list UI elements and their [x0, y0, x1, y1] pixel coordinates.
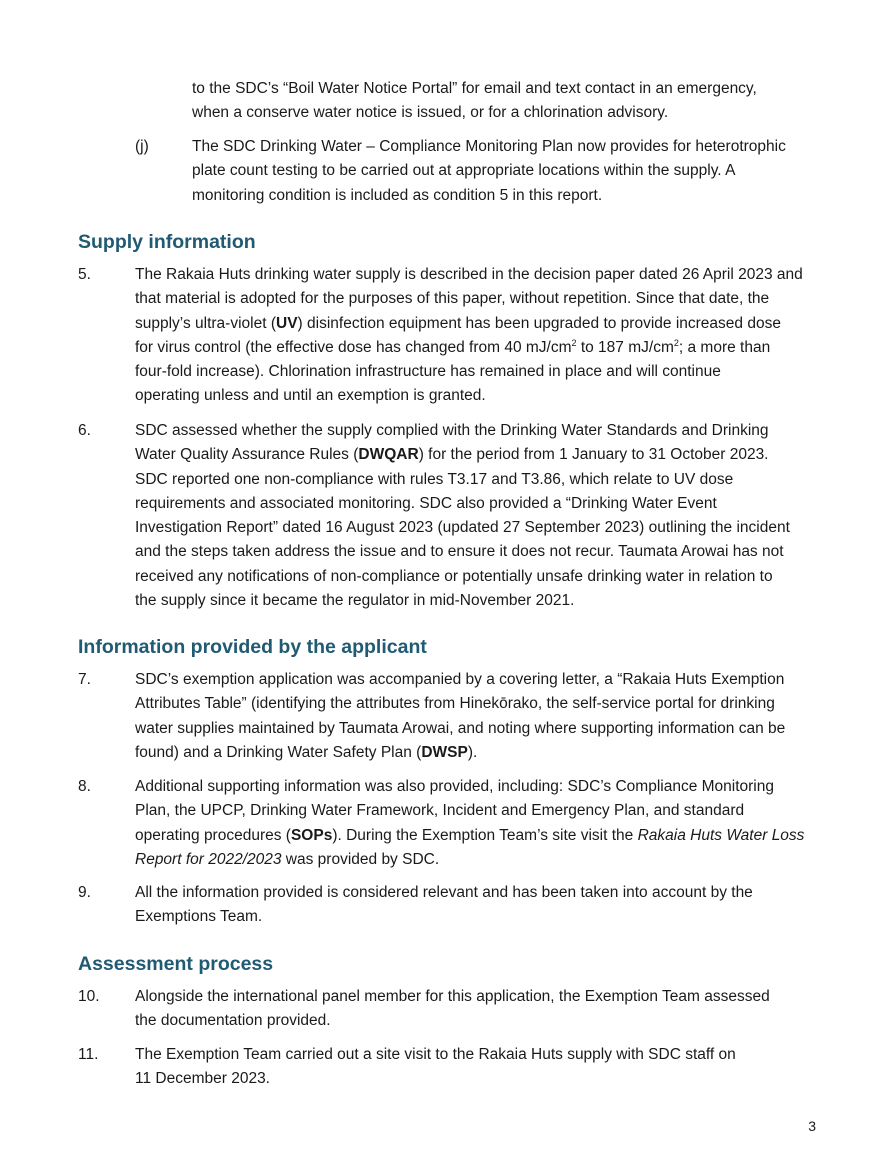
paragraph-number: 7. — [78, 671, 91, 688]
text-line: to the SDC’s “Boil Water Notice Portal” for email and text contact in an emergency, — [192, 80, 757, 97]
section-heading-supply-information: Supply information — [78, 231, 256, 253]
text-line: SDC assessed whether the supply complied with the Drinking Water Standards and Drinking — [135, 422, 769, 439]
text-line: supply’s ultra-violet (UV) disinfection equipment has been upgraded to provide increased dose — [135, 314, 781, 332]
paragraph-6 — [0, 419, 892, 613]
paragraph-number: 6. — [78, 422, 91, 439]
section-heading-assessment-process: Assessment process — [78, 953, 274, 975]
paragraph-5 — [0, 263, 892, 409]
text-line: monitoring condition is included as condition 5 in this report. — [192, 186, 603, 204]
text-line: The Exemption Team carried out a site visit to the Rakaia Huts supply with SDC staff on — [135, 1046, 736, 1063]
paragraph-number: 9. — [78, 884, 91, 901]
list-item-j — [0, 135, 892, 208]
paragraph-number: 8. — [78, 778, 91, 795]
text-line: Water Quality Assurance Rules (DWQAR) for the period from 1 January to 31 October 2023. — [135, 446, 769, 464]
text-line: Additional supporting information was also provided, including: SDC’s Compliance Monitoring — [135, 778, 774, 795]
text-line: SDC reported one non-compliance with rules T3.17 and T3.86, which relate to UV dose — [135, 470, 734, 488]
text-line: Report for 2022/2023 was provided by SDC. — [135, 850, 440, 868]
paragraph-number: 10. — [78, 988, 100, 1005]
text-line: operating procedures (SOPs). During the Exemption Team’s site visit the Rakaia Huts Water Loss — [135, 826, 805, 844]
text-line: received any notifications of non-compliance or potentially unsafe drinking water in relation to — [135, 567, 773, 585]
text-line: The SDC Drinking Water – Compliance Monitoring Plan now provides for heterotrophic — [192, 138, 786, 155]
text-line: and the steps taken address the issue and to ensure it does not recur. Taumata Arowai has not — [135, 543, 784, 561]
paragraph-8 — [0, 775, 892, 872]
section-heading-information-provided: Information provided by the applicant — [78, 636, 427, 658]
text-line: Investigation Report” dated 16 August 2023 (updated 27 September 2023) outlining the incident — [135, 519, 790, 537]
text-line: The Rakaia Huts drinking water supply is described in the decision paper dated 26 April 2023 and — [135, 266, 803, 283]
list-item-label: (j) — [135, 138, 149, 155]
text-line: water supplies maintained by Taumata Arowai, and noting where supporting information can be — [135, 719, 786, 737]
text-line: found) and a Drinking Water Safety Plan (DWSP). — [135, 743, 478, 761]
text-line: SDC’s exemption application was accompanied by a covering letter, a “Rakaia Huts Exemption — [135, 671, 785, 688]
text-line: Plan, the UPCP, Drinking Water Framework, Incident and Emergency Plan, and standard — [135, 802, 745, 820]
text-line: Attributes Table” (identifying the attributes from Hinekōrako, the self-service portal for drinking — [135, 695, 775, 713]
text-line: for virus control (the effective dose has changed from 40 $mJ/cm^2$ to 187 $mJ/cm^2$; a more than — [135, 337, 771, 356]
paragraph-7 — [0, 668, 892, 765]
text-line: when a conserve water notice is issued, or for a chlorination advisory. — [192, 104, 669, 122]
page-number: 3 — [808, 1118, 816, 1134]
paragraph-number: 11. — [78, 1046, 99, 1063]
continuation-text — [0, 77, 892, 126]
text-line: plate count testing to be carried out at appropriate locations within the supply. A — [192, 162, 736, 180]
text-line: All the information provided is considered relevant and has been taken into account by the — [135, 884, 753, 901]
text-line: operating unless and until an exemption is granted. — [135, 387, 486, 405]
text-line: 11 December 2023. — [135, 1070, 270, 1088]
text-line: requirements and associated monitoring. SDC also provided a “Drinking Water Event — [135, 494, 717, 512]
paragraph-number: 5. — [78, 266, 91, 283]
text-line: the documentation provided. — [135, 1012, 331, 1030]
text-line: that material is adopted for the purposes of this paper, without repetition. Since that date, the — [135, 290, 770, 308]
text-line: the supply since it became the regulator in mid-November 2021. — [135, 592, 575, 610]
text-line: Alongside the international panel member for this application, the Exemption Team assessed — [135, 988, 770, 1005]
text-line: four-fold increase). Chlorination infrastructure has remained in place and will continue — [135, 363, 721, 381]
paragraph-10 — [0, 985, 892, 1034]
paragraph-9 — [0, 881, 892, 930]
paragraph-11 — [0, 1043, 892, 1092]
text-line: Exemptions Team. — [135, 908, 263, 926]
